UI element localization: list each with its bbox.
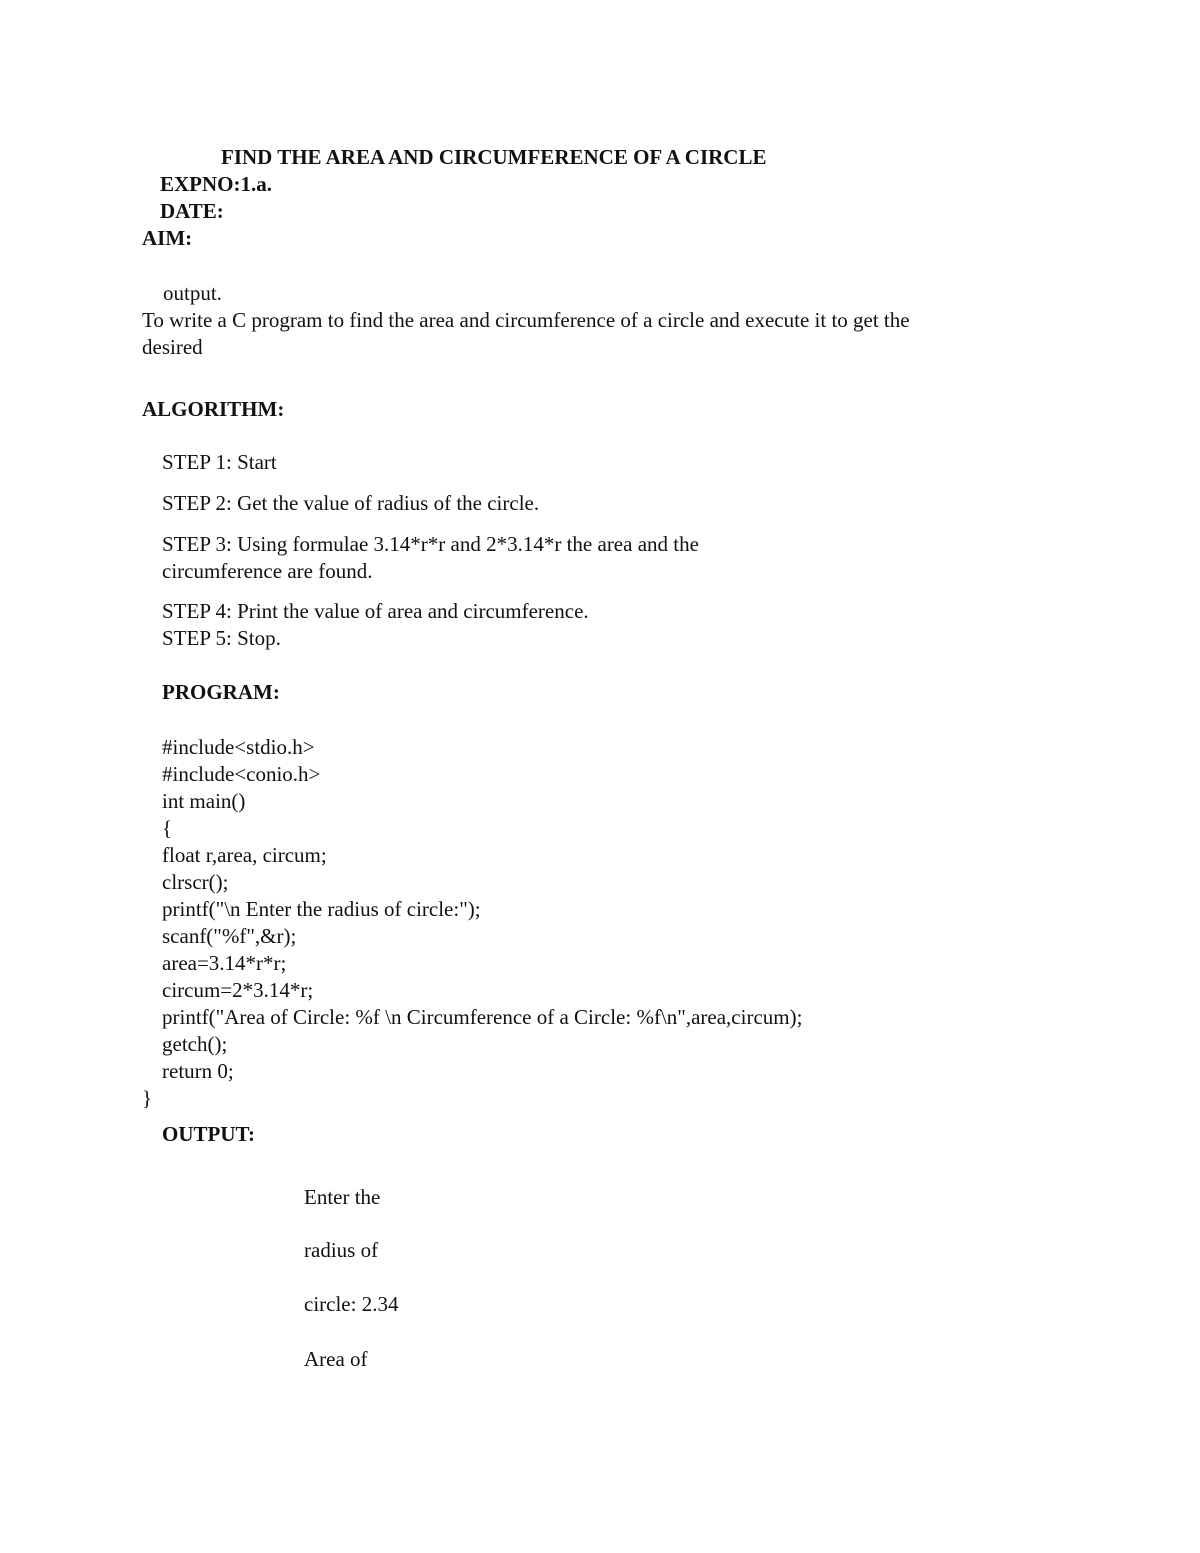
page-title: FIND THE AREA AND CIRCUMFERENCE OF A CIRCLE [221,145,767,169]
algorithm-step: STEP 3: Using formulae 3.14*r*r and 2*3.14*r the area and the [162,532,699,556]
date-label: DATE: [160,199,224,223]
aim-text-output: output. [163,281,222,305]
code-line: getch(); [162,1032,228,1056]
output-line: Area of [304,1347,368,1371]
code-line: scanf("%f",&r); [162,924,297,948]
aim-heading: AIM: [142,226,193,250]
algorithm-step: STEP 1: Start [162,450,277,474]
code-line: #include<stdio.h> [162,735,315,759]
output-heading: OUTPUT: [162,1122,255,1146]
algorithm-heading: ALGORITHM: [142,397,285,421]
code-line: printf("\n Enter the radius of circle:"); [162,897,481,921]
code-line: int main() [162,789,246,813]
code-line: return 0; [162,1059,234,1083]
code-line: float r,area, circum; [162,843,327,867]
code-line: area=3.14*r*r; [162,951,287,975]
output-line: radius of [304,1238,379,1262]
code-line: #include<conio.h> [162,762,321,786]
aim-text-line-1: To write a C program to find the area and circumference of a circle and execute it to get the [142,308,910,332]
output-line: Enter the [304,1185,381,1209]
aim-text-line-2: desired [142,335,203,359]
algorithm-step: STEP 4: Print the value of area and circumference. [162,599,589,623]
algorithm-step: STEP 5: Stop. [162,626,281,650]
output-line: circle: 2.34 [304,1292,399,1316]
code-line: { [162,816,173,840]
experiment-number: EXPNO:1.a. [160,172,272,196]
code-line: printf("Area of Circle: %f \n Circumference of a Circle: %f\n",area,circum); [162,1005,803,1029]
program-heading: PROGRAM: [162,680,280,704]
algorithm-step-continued: circumference are found. [162,559,373,583]
code-line: circum=2*3.14*r; [162,978,314,1002]
algorithm-step: STEP 2: Get the value of radius of the circle. [162,491,540,515]
code-line: clrscr(); [162,870,229,894]
code-line: } [142,1086,153,1110]
